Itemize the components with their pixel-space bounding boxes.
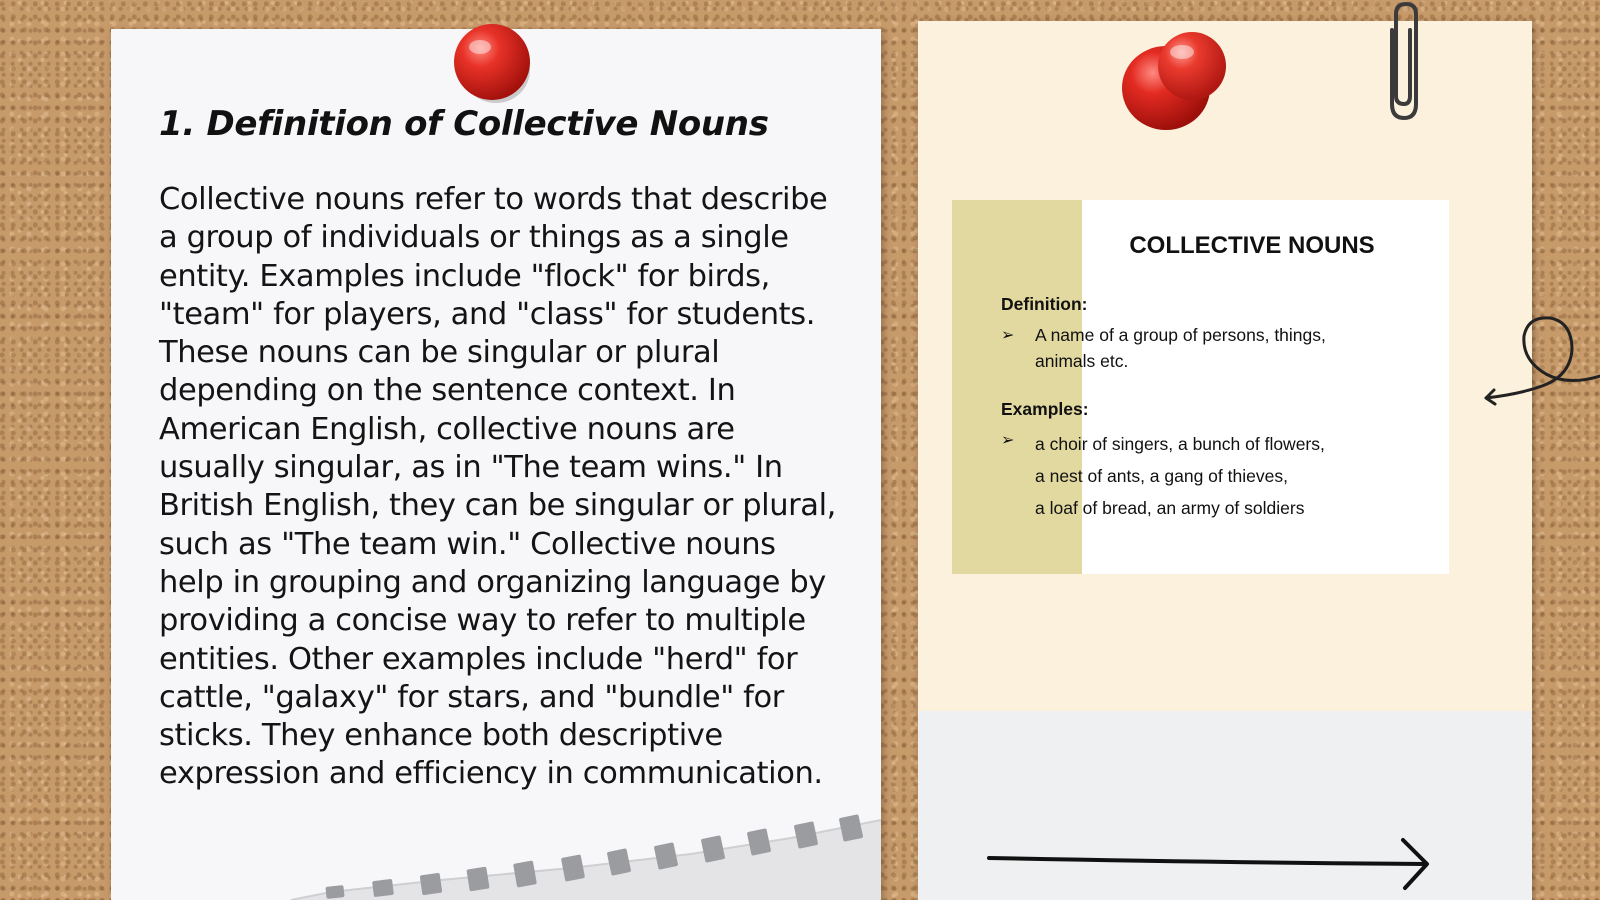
paragraph-line: British English, they can be singular or plural, bbox=[159, 488, 836, 524]
pushpin-icon bbox=[1118, 30, 1238, 134]
paragraph-line: such as "The team win." Collective nouns bbox=[159, 526, 776, 562]
paragraph-line: American English, collective nouns are bbox=[159, 411, 735, 447]
paragraph-line: expression and efficiency in communication. bbox=[159, 756, 823, 792]
examples-text bbox=[1035, 428, 1395, 524]
long-arrow-icon bbox=[985, 832, 1445, 892]
paperclip-icon bbox=[1378, 0, 1424, 124]
paragraph-line: help in grouping and organizing language by bbox=[159, 564, 826, 600]
example-line: a loaf of bread, an army of soldiers bbox=[1035, 498, 1305, 518]
definition-line: A name of a group of persons, things, bbox=[1035, 325, 1326, 345]
paragraph-line: Collective nouns refer to words that describe bbox=[159, 182, 828, 217]
definition-paragraph bbox=[159, 181, 859, 794]
examples-label: Examples: bbox=[1001, 399, 1089, 419]
torn-spiral-edge bbox=[111, 780, 881, 900]
paragraph-line: These nouns can be singular or plural bbox=[159, 335, 720, 371]
bullet-arrow-icon: ➢ bbox=[1001, 432, 1015, 449]
paragraph-line: "team" for players, and "class" for students. bbox=[159, 296, 816, 332]
section-heading: 1. Definition of Collective Nouns bbox=[159, 104, 769, 144]
paragraph-line: usually singular, as in "The team wins." In bbox=[159, 450, 783, 486]
left-note-paper bbox=[111, 29, 881, 900]
definition-line: animals etc. bbox=[1035, 351, 1129, 371]
definition-text bbox=[1035, 322, 1395, 374]
example-line: a nest of ants, a gang of thieves, bbox=[1035, 466, 1288, 486]
pushpin-icon bbox=[450, 20, 536, 106]
definition-label: Definition: bbox=[1001, 294, 1088, 314]
bullet-arrow-icon: ➢ bbox=[1001, 327, 1015, 344]
paragraph-line: providing a concise way to refer to multiple bbox=[159, 603, 806, 639]
paragraph-line: entity. Examples include "flock" for birds, bbox=[159, 258, 770, 294]
paragraph-line: sticks. They enhance both descriptive bbox=[159, 718, 723, 754]
example-line: a choir of singers, a bunch of flowers, bbox=[1035, 434, 1325, 454]
embedded-slide bbox=[952, 200, 1449, 574]
slide-title: COLLECTIVE NOUNS bbox=[1129, 232, 1375, 259]
paragraph-line: cattle, "galaxy" for stars, and "bundle" for bbox=[159, 679, 784, 715]
paragraph-line: a group of individuals or things as a single bbox=[159, 220, 789, 256]
loop-arrow-icon bbox=[1480, 310, 1600, 410]
paragraph-line: depending on the sentence context. In bbox=[159, 373, 736, 409]
paragraph-line: entities. Other examples include "herd" for bbox=[159, 641, 798, 677]
